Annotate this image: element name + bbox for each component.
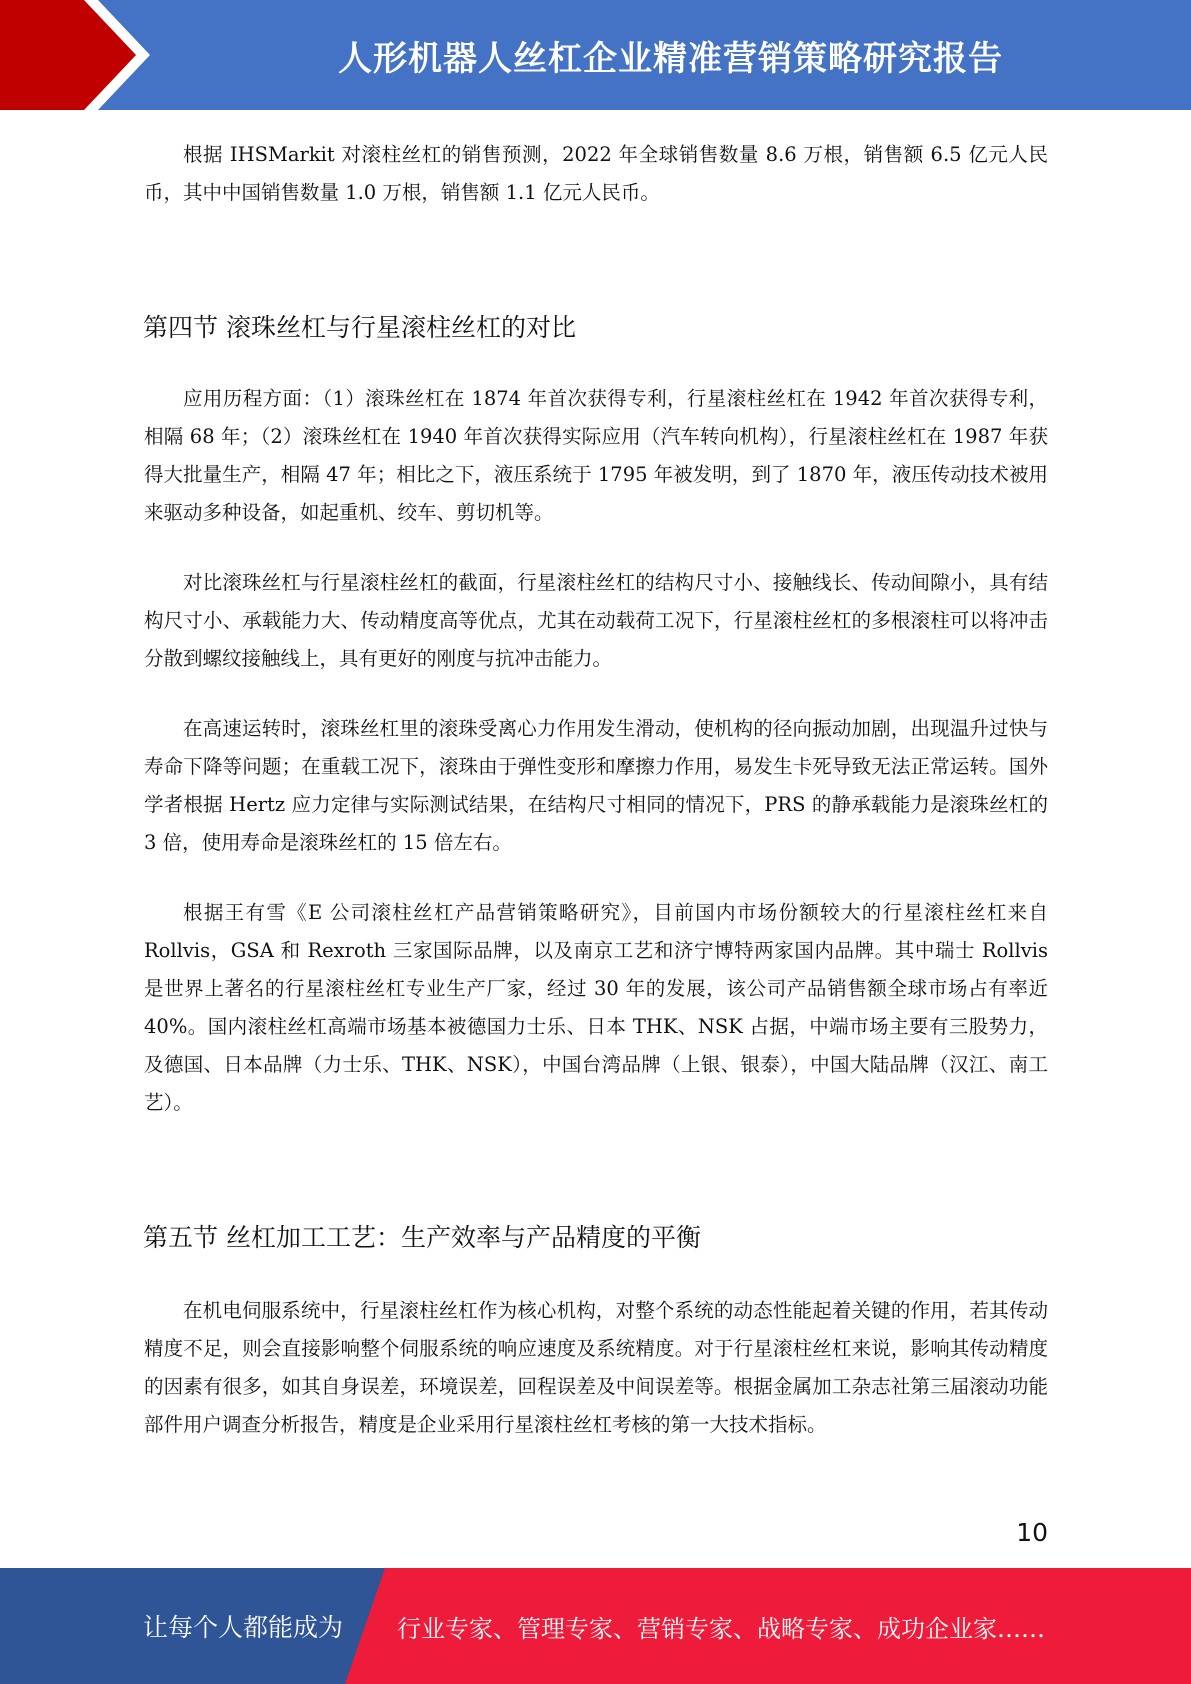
footer-slogan-left: 让每个人都能成为: [143, 1613, 344, 1642]
report-title: 人形机器人丝杠企业精准营销策略研究报告: [338, 38, 1003, 79]
page-header: [0, 0, 1191, 110]
footer-slogan-right: 行业专家、管理专家、营销专家、战略专家、成功企业家……: [397, 1614, 1045, 1643]
header-chevron-decoration: [0, 0, 160, 110]
page-number: 10: [1016, 1518, 1048, 1547]
section-4-paragraph-4: 根据王有雪《E 公司滚柱丝杠产品营销策略研究》，目前国内市场份额较大的行星滚柱丝杠来自 Rollvis，GSA 和 Rexroth 三家国际品牌，以及南京工艺和济宁博特两家国内品牌。其中瑞士 Rollvis 是世界上著名的行星滚柱丝杠专业生产厂家，经过 30 年的发展，该公司产品销售额全球市场占有率近 40%。国内滚柱丝杠高端市场基本被德国力士乐、日本 THK、NSK 占据，中端市场主要有三股势力，及德国、日本品牌（力士乐、THK、NSK），中国台湾品牌（上银、银泰），中国大陆品牌（汉江、南工艺）。: [144, 901, 1048, 1114]
intro-paragraph: 根据 IHSMarkit 对滚柱丝杠的销售预测，2022 年全球销售数量 8.6 万根，销售额 6.5 亿元人民币，其中中国销售数量 1.0 万根，销售额 1.1 亿元人民币。: [144, 143, 1048, 204]
section-4-heading: 第四节 滚珠丝杠与行星滚柱丝杠的对比: [143, 313, 576, 342]
page-footer: [0, 1568, 1191, 1684]
section-4-paragraph-1: 应用历程方面：（1）滚珠丝杠在 1874 年首次获得专利，行星滚柱丝杠在 1942 年首次获得专利，相隔 68 年；（2）滚珠丝杠在 1940 年首次获得实际应用（汽车转向机构），行星滚柱丝杠在 1987 年获得大批量生产，相隔 47 年；相比之下，液压系统于 1795 年被发明，到了 1870 年，液压传动技术被用来驱动多种设备，如起重机、绞车、剪切机等。: [144, 387, 1048, 524]
section-4-paragraph-3: 在高速运转时，滚珠丝杠里的滚珠受离心力作用发生滑动，使机构的径向振动加剧，出现温升过快与寿命下降等问题；在重载工况下，滚珠由于弹性变形和摩擦力作用，易发生卡死导致无法正常运转。国外学者根据 Hertz 应力定律与实际测试结果，在结构尺寸相同的情况下，PRS 的静承载能力是滚珠丝杠的 3 倍，使用寿命是滚珠丝杠的 15 倍左右。: [144, 717, 1048, 854]
section-5-heading: 第五节 丝杠加工工艺：生产效率与产品精度的平衡: [143, 1223, 701, 1252]
section-5-paragraph-1: 在机电伺服系统中，行星滚柱丝杠作为核心机构，对整个系统的动态性能起着关键的作用，若其传动精度不足，则会直接影响整个伺服系统的响应速度及系统精度。对于行星滚柱丝杠来说，影响其传动精度的因素有很多，如其自身误差，环境误差，回程误差及中间误差等。根据金属加工杂志社第三届滚动功能部件用户调查分析报告，精度是企业采用行星滚柱丝杠考核的第一大技术指标。: [144, 1299, 1048, 1436]
section-4-paragraph-2: 对比滚珠丝杠与行星滚柱丝杠的截面，行星滚柱丝杠的结构尺寸小、接触线长、传动间隙小，具有结构尺寸小、承载能力大、传动精度高等优点，尤其在动载荷工况下，行星滚柱丝杠的多根滚柱可以将冲击分散到螺纹接触线上，具有更好的刚度与抗冲击能力。: [144, 571, 1048, 670]
